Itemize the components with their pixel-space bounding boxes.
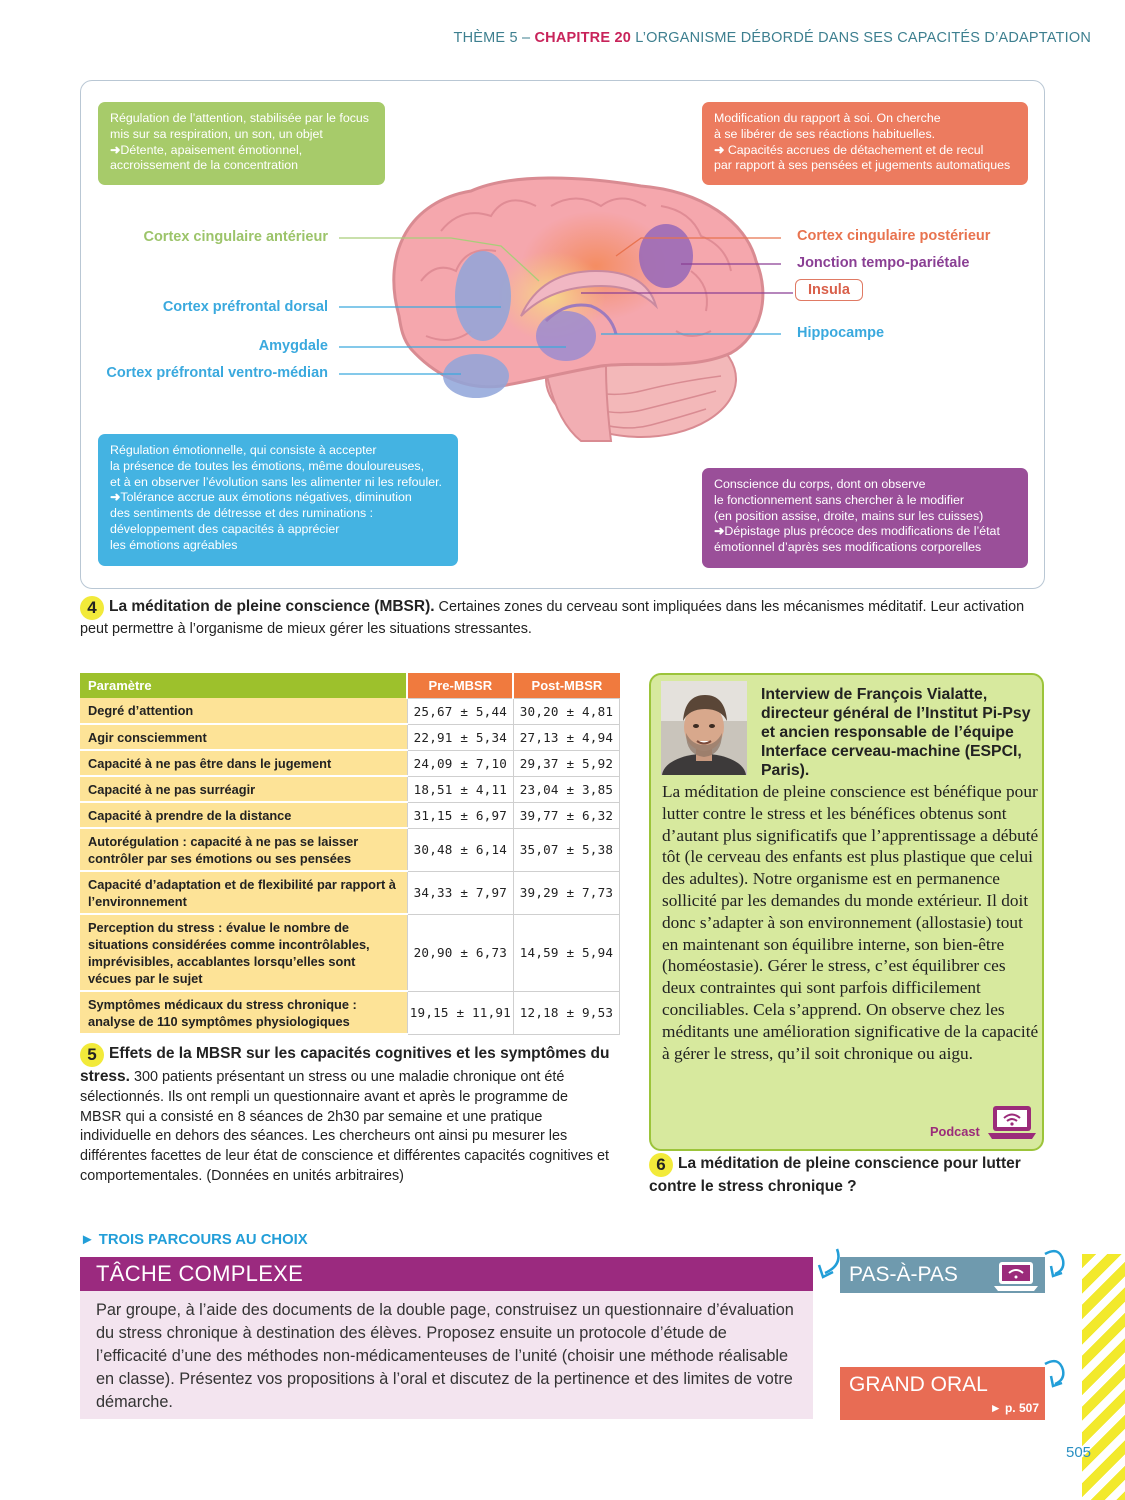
interview-title: Interview de François Vialatte, directeur général de l’Institut Pi-Psy et ancien responsable de l’équipe Interface cerveau-machine (ESPCI, Paris). [761, 686, 1031, 779]
interview-box [649, 673, 1044, 1151]
arrow-icon: ➜ [714, 524, 725, 539]
curved-arrow-icon [1040, 1356, 1070, 1392]
label-cortex-cingulaire-anterieur: Cortex cingulaire antérieur [143, 229, 328, 245]
header-chapter: CHAPITRE 20 [534, 30, 631, 46]
table-row: Capacité à ne pas être dans le jugement 24,09 ± 7,10 29,37 ± 5,92 [80, 750, 620, 776]
region-tempo-parietal [639, 224, 693, 288]
tache-complexe-text: Par groupe, à l’aide des documents de la double page, construisez un questionnaire d’évaluation du stress chronique à destination des élèves. Proposez ensuite un protocole d’étude de l’efficacité d’une des méthodes non-médicamenteuses de l’unité (choisir une méthode réalisable en classe). Présentez vos propositions à l’oral et discutez de la pertinence et des limites de votre démarche. [80, 1291, 813, 1419]
pas-a-pas-button[interactable]: PAS-À-PAS [840, 1257, 1045, 1293]
table-row: Degré d’attention 25,67 ± 5,44 30,20 ± 4,81 [80, 698, 620, 724]
region-amygdala [536, 311, 596, 361]
table-row: Autorégulation : capacité à ne pas se laisser contrôler par ses émotions ou ses pensées 30,48 ± 6,14 35,07 ± 5,38 [80, 828, 620, 871]
label-cortex-cingulaire-posterieur: Cortex cingulaire postérieur [797, 228, 991, 244]
body-awareness-box: Conscience du corps, dont on observe le fonctionnement sans chercher à le modifier (en position assise, droite, mains sur les cuisses) ➜Dépistage plus précoce des modifications de l’état émotionnel d’après ses modifications corporelles [702, 468, 1028, 568]
label-insula: Insula [795, 279, 863, 301]
portrait-photo [661, 681, 747, 775]
table-row: Perception du stress : évalue le nombre de situations considérées comme incontrôlables, imprévisibles, accablantes lorsqu’elles sont vécues par le sujet 20,90 ± 6,73 14,59 ± 5,94 [80, 914, 620, 991]
table-row: Capacité à ne pas surréagir 18,51 ± 4,11 23,04 ± 3,85 [80, 776, 620, 802]
doc-number-badge: 4 [80, 596, 104, 620]
curved-arrow-icon [1040, 1246, 1070, 1282]
figure-5-caption [80, 1043, 610, 1187]
label-hippocampe: Hippocampe [797, 325, 885, 341]
column-header-post: Post-MBSR [513, 673, 619, 698]
table-row: Agir consciemment 22,91 ± 5,34 27,13 ± 4,94 [80, 724, 620, 750]
label-cortex-prefrontal-dorsal: Cortex préfrontal dorsal [162, 299, 328, 315]
self-relation-box: Modification du rapport à soi. On cherche à se libérer de ses réactions habituelles. ➜ Capacités accrues de détachement et de recul par rapport à ses pensées et jugements automatiques [702, 102, 1028, 185]
brain-figure [80, 80, 1045, 589]
caption-text: 300 patients présentant un stress ou une maladie chronique ont été sélectionnés. Ils ont rempli un questionnaire avant et après le programme de MBSR qui a consisté en 8 séances de 2h30 par semaine et une pratique individuelle en dehors des séances. Les chercheurs ont ainsi pu mesurer les différentes facettes de leur état de conscience et différentes capacités cognitives et comportementales. (Données en unités arbitraires) [80, 1069, 610, 1184]
arrow-icon: ➜ [110, 142, 121, 157]
mbsr-results-table [80, 673, 620, 1035]
triangle-right-icon: ► [80, 1232, 95, 1248]
table-header-row [80, 673, 620, 698]
region-prefrontal-dorsal [455, 251, 511, 341]
caption-title: La méditation de pleine conscience (MBSR). [109, 598, 435, 615]
label-amygdale: Amygdale [258, 338, 328, 354]
laptop-icon [993, 1260, 1039, 1292]
interview-text: La méditation de pleine conscience est bénéfique pour lutter contre le stress et les bénéfices obtenus sont d’autant plus significatifs que l’apprentissage a débuté tôt (le cerveau des enfants est plus plastique que celui des adultes). Notre organisme est en permanence sollicité par les demandes du monde extérieur. Il doit donc s’adapter à son environnement (allostasie) tout en maintenant son équilibre interne, son bien-être (homéostasie). Gérer le stress, c’est équilibrer ces deux contraintes qui sont parfois difficilement conciliables. Cela s’apprend. On observe chez les méditants une amélioration significative de la capacité à gérer le stress, qu’il soit chronique ou aigu. [662, 782, 1039, 1063]
caption-title: La méditation de pleine conscience pour lutter contre le stress chronique ? [649, 1155, 1021, 1195]
curved-arrow-icon [812, 1246, 842, 1282]
page-number: 505 [1066, 1444, 1092, 1461]
table-row: Symptômes médicaux du stress chronique : analyse de 110 symptômes physiologiques 19,15 ± 11,91 12,18 ± 9,53 [80, 991, 620, 1034]
running-header [454, 30, 1091, 46]
doc-number-badge: 6 [649, 1153, 673, 1177]
attention-regulation-box: Régulation de l’attention, stabilisée par le focus mis sur sa respiration, un son, un objet ➜Détente, apaisement émotionnel, accroissement de la concentration [98, 102, 385, 185]
emotional-regulation-box: Régulation émotionnelle, qui consiste à accepter la présence de toutes les émotions, même douloureuses, et à en observer l’évolution sans les alimenter ni les refouler. ➜Tolérance accrue aux émotions négatives, diminution des sentiments de détresse et des ruminations : développement des capacités à apprécier les émotions agréables [98, 434, 458, 566]
label-cortex-prefrontal-ventro-median: Cortex préfrontal ventro-médian [106, 365, 328, 381]
parcours-heading: ► TROIS PARCOURS AU CHOIX [80, 1232, 308, 1248]
column-header-pre: Pre-MBSR [407, 673, 513, 698]
tache-complexe-title: TÂCHE COMPLEXE [80, 1257, 813, 1291]
figure-4-caption [80, 596, 1040, 640]
arrow-icon: ➜ [714, 142, 725, 157]
grand-oral-page-link[interactable]: ► p. 507 [989, 1401, 1039, 1415]
doc-number-badge: 5 [80, 1043, 104, 1067]
table-row: Capacité à prendre de la distance 31,15 ± 6,97 39,77 ± 6,32 [80, 802, 620, 828]
decorative-stripes [1082, 1254, 1125, 1500]
table-row: Capacité d’adaptation et de flexibilité par rapport à l’environnement 34,33 ± 7,97 39,29 ± 7,73 [80, 871, 620, 914]
podcast-label[interactable]: Podcast [930, 1124, 980, 1139]
arrow-icon: ➜ [110, 490, 121, 505]
region-ventromedian [443, 354, 509, 398]
grand-oral-button[interactable]: GRAND ORAL ► p. 507 [840, 1367, 1045, 1420]
column-header-parametre: Paramètre [80, 673, 407, 698]
label-jonction-tempo-parietale: Jonction tempo-pariétale [797, 255, 970, 271]
header-theme: THÈME 5 – [453, 30, 535, 46]
brainstem [546, 366, 611, 441]
caption-title: Effets de la MBSR sur les capacités cognitives et les symptômes du stress. [80, 1045, 610, 1085]
header-title: L’ORGANISME DÉBORDÉ DANS SES CAPACITÉS D’ADAPTATION [631, 30, 1091, 46]
caption-text: Certaines zones du cerveau sont impliquées dans les mécanismes méditatif. Leur activation peut permettre à l’organisme de mieux gérer les situations stressantes. [80, 599, 1025, 637]
figure-6-caption [649, 1153, 1049, 1198]
laptop-podcast-icon[interactable] [988, 1103, 1036, 1141]
